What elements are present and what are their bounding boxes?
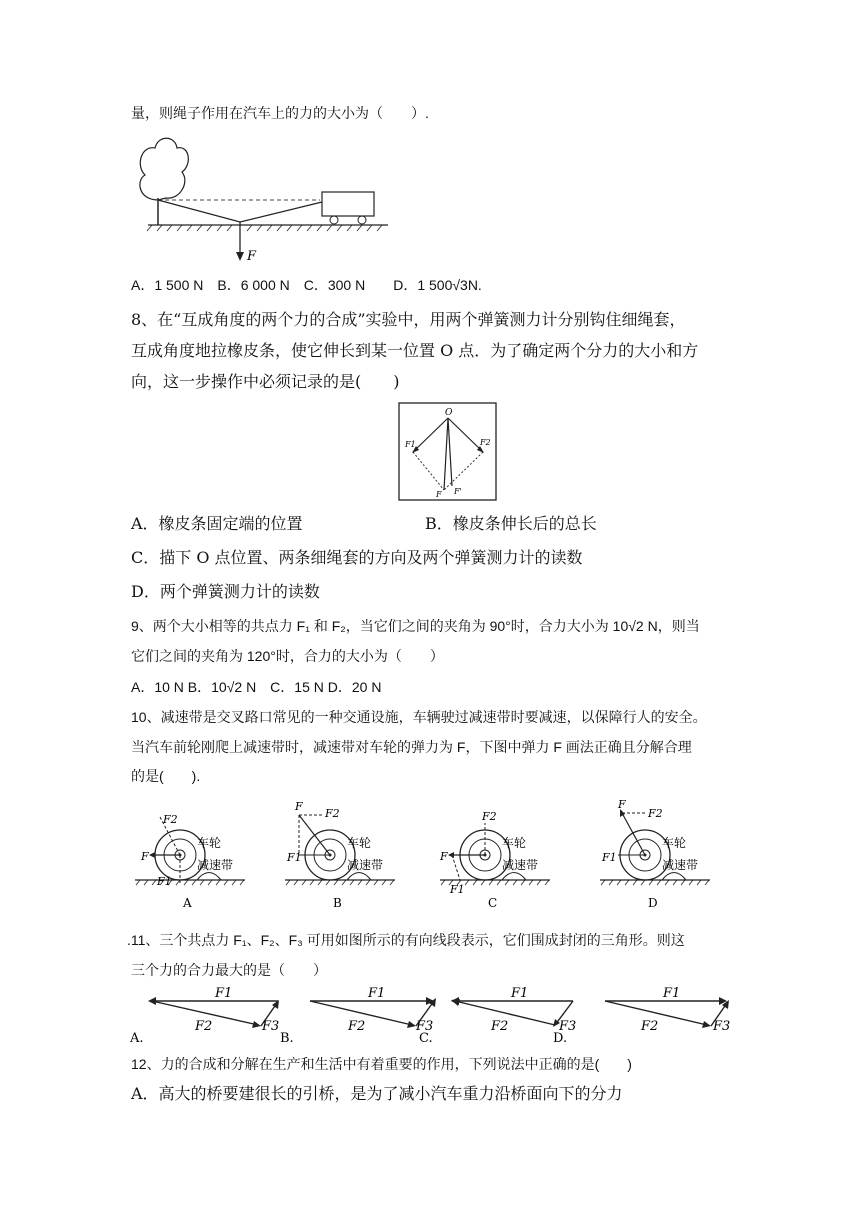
svg-text:C.: C. — [419, 1031, 433, 1046]
q11-option-a — [130, 986, 279, 1046]
svg-text:F2: F2 — [195, 1019, 213, 1034]
svg-text:F1: F1 — [405, 440, 416, 449]
force-f-label: F — [247, 249, 257, 264]
q8-stem-line-2: 互成角度地拉橡皮条，使它伸长到某一位置 O 点．为了确定两个分力的大小和方 — [131, 341, 699, 360]
svg-text:A.: A. — [130, 1031, 144, 1046]
q7-stem-tail: 量，则绳子作用在汽车上的力的大小为（ ）. — [131, 105, 429, 121]
svg-text:F: F — [141, 850, 149, 863]
svg-text:F2: F2 — [482, 810, 497, 823]
svg-text:F3: F3 — [262, 1019, 280, 1034]
q10-stem-line-1: 10、减速带是交叉路口常见的一种交通设施，车辆驶过减速带时要减速，以保障行人的安全。 — [131, 709, 707, 725]
svg-text:D.: D. — [553, 1031, 568, 1046]
svg-text:F: F — [295, 800, 303, 813]
q8-option-b: B．橡皮条伸长后的总长 — [425, 514, 597, 533]
svg-text:F3: F3 — [559, 1019, 577, 1034]
svg-text:D: D — [648, 896, 658, 910]
q10-panel-d — [600, 798, 710, 910]
q10-panel-a — [135, 813, 245, 910]
q11-figure — [130, 985, 740, 1047]
svg-text:C: C — [488, 896, 498, 910]
svg-text:F1: F1 — [287, 851, 302, 864]
svg-text:F': F' — [454, 487, 462, 496]
svg-text:车轮: 车轮 — [347, 836, 372, 850]
q12-option-a: A．高大的桥要建很长的引桥，是为了减小汽车重力沿桥面向下的分力 — [131, 1084, 623, 1103]
car — [322, 192, 374, 216]
q10-panel-c — [439, 810, 550, 910]
svg-text:F1: F1 — [602, 851, 617, 864]
svg-text:F: F — [440, 850, 448, 863]
q11-option-d — [553, 986, 730, 1046]
svg-text:F3: F3 — [713, 1019, 731, 1034]
svg-text:F1: F1 — [450, 883, 465, 896]
q7-figure — [130, 130, 400, 265]
q10-figure — [135, 795, 765, 920]
q10-stem-line-2: 当汽车前轮刚爬上减速带时，减速带对车轮的弹力为 F，下图中弹力 F 画法正确且分解合理 — [131, 739, 692, 755]
svg-text:O: O — [445, 408, 453, 418]
q9-options: A．10 N B．10√2 N C．15 N D．20 N — [131, 679, 382, 695]
svg-text:F2: F2 — [348, 1019, 366, 1034]
svg-text:F1: F1 — [368, 986, 386, 1001]
svg-text:车轮: 车轮 — [502, 836, 527, 850]
svg-text:减速带: 减速带 — [662, 858, 699, 872]
svg-text:F: F — [618, 798, 626, 811]
q9-stem-line-1: 9、两个大小相等的共点力 F₁ 和 F₂，当它们之间的夹角为 90°时，合力大小为 10√2 N，则当 — [131, 618, 700, 634]
svg-text:B.: B. — [280, 1031, 294, 1046]
q8-figure — [398, 402, 498, 502]
svg-text:F2: F2 — [641, 1019, 659, 1034]
svg-text:F2: F2 — [480, 438, 491, 447]
q10-stem-line-3: 的是( ). — [131, 768, 201, 784]
svg-text:减速带: 减速带 — [502, 858, 539, 872]
svg-text:车轮: 车轮 — [662, 836, 687, 850]
svg-text:F1: F1 — [511, 986, 529, 1001]
q10-panel-b — [285, 800, 395, 910]
svg-text:F: F — [436, 490, 442, 499]
q8-option-a: A．橡皮条固定端的位置 — [131, 514, 303, 533]
svg-text:B: B — [333, 896, 342, 910]
q9-stem-line-2: 它们之间的夹角为 120°时，合力的大小为（ ） — [131, 648, 444, 664]
q11-stem-line-1: .11、三个共点力 F₁、F₂、F₃ 可用如图所示的有向线段表示，它们围成封闭的三角形。则这 — [127, 932, 685, 948]
q8-option-d: D．两个弹簧测力计的读数 — [131, 582, 320, 601]
svg-text:F1: F1 — [215, 986, 233, 1001]
svg-text:F1: F1 — [157, 875, 172, 888]
q12-stem: 12、力的合成和分解在生产和生活中有着重要的作用，下列说法中正确的是( ) — [131, 1056, 632, 1072]
svg-text:F1: F1 — [663, 986, 681, 1001]
q11-option-b — [280, 986, 436, 1046]
svg-text:A: A — [183, 896, 192, 910]
svg-text:F2: F2 — [325, 807, 340, 820]
q8-stem-line-1: 8、在“互成角度的两个力的合成”实验中，用两个弹簧测力计分别钩住细绳套， — [131, 310, 686, 329]
svg-text:F2: F2 — [163, 813, 178, 826]
svg-text:F2: F2 — [491, 1019, 509, 1034]
rope — [158, 200, 322, 222]
svg-text:减速带: 减速带 — [197, 858, 234, 872]
svg-text:车轮: 车轮 — [197, 836, 222, 850]
q8-stem-line-3: 向，这一步操作中必须记录的是( ) — [131, 372, 400, 391]
q7-options: A．1 500 N B．6 000 N C．300 N D．1 500√3N. — [131, 277, 482, 293]
q11-stem-line-2: 三个力的合力最大的是（ ） — [131, 962, 327, 978]
svg-text:减速带: 减速带 — [347, 858, 384, 872]
q8-option-c: C．描下 O 点位置、两条细绳套的方向及两个弹簧测力计的读数 — [131, 548, 583, 567]
tree-crown — [140, 138, 188, 200]
svg-text:F2: F2 — [648, 807, 663, 820]
svg-text:F3: F3 — [416, 1019, 434, 1034]
